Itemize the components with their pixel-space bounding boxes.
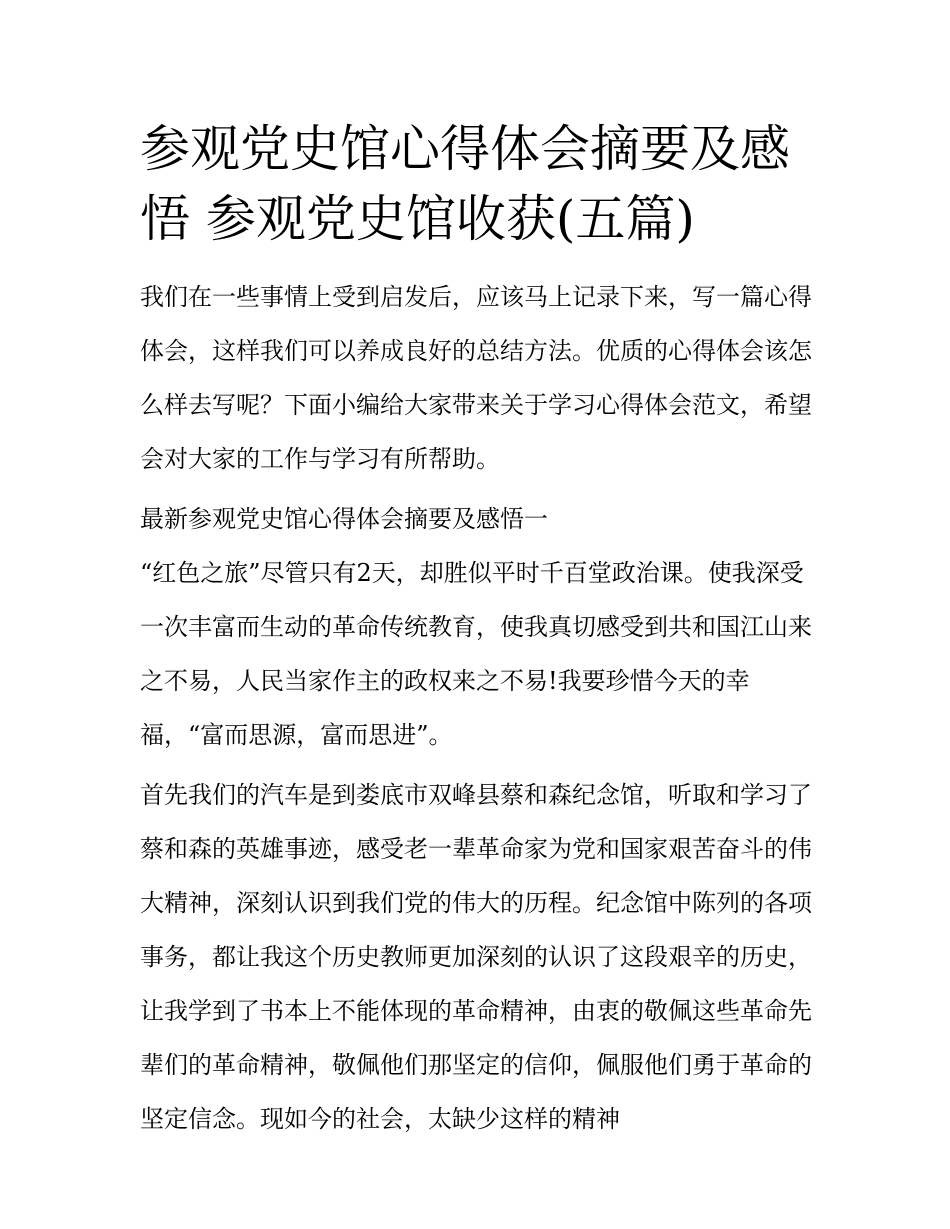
intro-paragraph: 我们在一些事情上受到启发后，应该马上记录下来，写一篇心得体会，这样我们可以养成良好的总结方法。优质的心得体会该怎么样去写呢？下面小编给大家带来关于学习心得体会范文，希望会对大家的工作与学习有所帮助。 — [140, 283, 812, 473]
section-heading: 最新参观党史馆心得体会摘要及感悟一 — [140, 505, 548, 533]
body-paragraph: 首先我们的汽车是到娄底市双峰县蔡和森纪念馆，听取和学习了蔡和森的英雄事迹，感受老一辈革命家为党和国家艰苦奋斗的伟大精神，深刻认识到我们党的伟大的历程。纪念馆中陈列的各项事务，都让我这个历史教师更加深刻的认识了这段艰辛的历史，让我学到了书本上不能体现的革命精神，由衷的敬佩这些革命先辈们的革命精神，敬佩他们那坚定的信仰，佩服他们勇于革命的坚定信念。现如今的社会，太缺少这样的精神 — [140, 781, 812, 1133]
document-title: 参观党史馆心得体会摘要及感悟 参观党史馆收获(五篇) — [140, 120, 790, 248]
document-body — [140, 270, 812, 1152]
body-paragraph: “红色之旅”尽管只有2天，却胜似平时千百堂政治课。使我深受一次丰富而生动的革命传统教育，使我真切感受到共和国江山来之不易，人民当家作主的政权来之不易!我要珍惜今天的幸福，“富而思源，富而思进”。 — [140, 559, 812, 749]
